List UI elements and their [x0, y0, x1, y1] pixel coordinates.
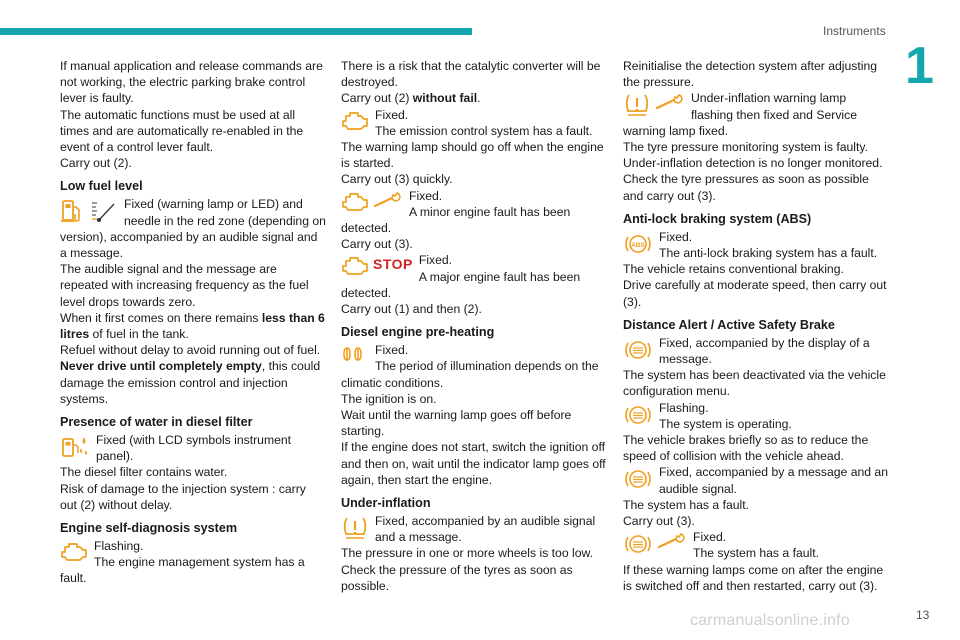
stop-icon: STOP [373, 256, 413, 273]
heading-abs: Anti-lock braking system (ABS) [623, 211, 812, 226]
entry-text: Fixed. [659, 229, 693, 244]
engine-icon-wrap [60, 540, 88, 570]
column-2 [341, 58, 607, 594]
text-run: When it first comes on there remains [60, 310, 262, 325]
engine-icon [60, 540, 88, 562]
entry-text: Fixed (with LCD symbols instrument panel). [96, 433, 292, 464]
text-run: , this could damage the emission control and injection systems. [60, 359, 321, 406]
paragraph: The tyre pressure monitoring system is faulty. [623, 140, 868, 155]
engine-icon [341, 190, 369, 212]
page-number: 13 [916, 608, 930, 622]
heading-preheating: Diesel engine pre-heating [341, 325, 495, 340]
paragraph: If these warning lamps come on after the engine is switched off and then restarted, carry out (3). [623, 562, 884, 593]
wrench-icon [373, 190, 403, 212]
entry-text: Fixed. [409, 188, 443, 203]
paragraph: Carry out (3) quickly. [341, 172, 453, 187]
paragraph: Check the pressure of the tyres as soon as possible. [341, 562, 573, 593]
entry-text: The system is operating. [659, 416, 792, 431]
section-title: Instruments [823, 24, 886, 38]
safety-brake-icon-wrap [623, 466, 653, 496]
bold-run: without fail [412, 91, 478, 106]
paragraph: The ignition is on. [341, 391, 437, 406]
entry-major-fault [341, 252, 607, 301]
paragraph: Carry out (2). [60, 156, 132, 171]
paragraph: The system has been deactivated via the vehicle configuration menu. [623, 368, 886, 399]
entry-text: Fixed (warning lamp or LED) and needle in the red zone (depending on version), accompanied by an audible signal and a message. [60, 197, 326, 261]
text-run: . [477, 91, 481, 106]
column-3 [623, 58, 889, 594]
fuel-warning-icons [60, 198, 118, 228]
engine-icon-wrap [341, 109, 369, 139]
chapter-number: 1 [905, 37, 934, 95]
fuel-pump-icon [60, 198, 84, 224]
safety-brake-icon [623, 337, 653, 363]
paragraph: The warning lamp should go off when the engine is started. [341, 140, 604, 171]
glow-plug-icon [341, 344, 369, 364]
engine-icon [341, 254, 369, 276]
water-in-diesel-icon-wrap [60, 434, 90, 464]
entry-text: Fixed, accompanied by a message and an audible signal. [659, 465, 888, 496]
paragraph: If the engine does not start, switch the ignition off and then on, wait until the indicator lamp goes off again, then start the engine. [341, 440, 606, 487]
safety-brake-icon [623, 402, 653, 428]
paragraph: The vehicle brakes briefly so as to reduce the speed of collision with the vehicle ahead. [623, 433, 869, 464]
entry-self-diagnosis [60, 538, 326, 587]
tyre-pressure-icon [623, 92, 651, 118]
entry-preheating [341, 342, 607, 391]
paragraph: The system has a fault. [623, 497, 749, 512]
entry-text: The emission control system has a fault. [375, 123, 593, 138]
safety-brake-icon [623, 466, 653, 492]
abs-icon-wrap [623, 231, 653, 261]
entry-text: Fixed. [418, 253, 453, 268]
bold-run: less than 6 litres [60, 310, 325, 342]
major-fault-icons [341, 254, 413, 284]
paragraph: There is a risk that the catalytic converter will be destroyed. [341, 59, 601, 90]
paragraph [60, 358, 326, 407]
paragraph: Refuel without delay to avoid running out of fuel. [60, 343, 321, 358]
wrench-icon [655, 92, 685, 114]
entry-text: Under-inflation warning lamp flashing then fixed and Service warning lamp fixed. [623, 91, 857, 138]
entry-text: The anti-lock braking system has a fault. [659, 246, 878, 261]
paragraph: The vehicle retains conventional braking. [623, 262, 844, 277]
entry-underinflation [341, 513, 607, 545]
entry-text: The engine management system has a fault. [60, 555, 305, 586]
heading-self-diagnosis: Engine self-diagnosis system [60, 521, 238, 536]
paragraph: Wait until the warning lamp goes off before starting. [341, 408, 572, 439]
entry-tpms-fault [623, 90, 889, 139]
paragraph: The pressure in one or more wheels is too low. [341, 546, 593, 561]
safety-brake-icon-wrap [623, 402, 653, 432]
water-in-diesel-icon [60, 434, 90, 460]
paragraph: Carry out (1) and then (2). [341, 302, 482, 317]
entry-water-diesel [60, 432, 326, 464]
entry-minor-fault [341, 188, 607, 237]
entry-text: Fixed. [693, 530, 727, 545]
paragraph: Risk of damage to the injection system : carry out (2) without delay. [60, 481, 306, 512]
paragraph: Drive carefully at moderate speed, then carry out (3). [623, 278, 887, 309]
wrench-icon [657, 531, 687, 553]
header-accent-bar [0, 28, 472, 35]
paragraph [341, 90, 607, 106]
abs-icon [623, 231, 653, 257]
entry-text: A minor engine fault has been detected. [341, 204, 571, 236]
tyre-pressure-icon-wrap [341, 515, 369, 545]
entry-text: Fixed, accompanied by an audible signal and a message. [375, 514, 596, 545]
heading-water-diesel: Presence of water in diesel filter [60, 415, 253, 430]
text-run: of fuel in the tank. [89, 327, 189, 342]
entry-emission [341, 107, 607, 139]
tpms-fault-icons [623, 92, 685, 122]
paragraph: Carry out (3). [341, 237, 413, 252]
text-run: Carry out (2) [341, 91, 413, 106]
paragraph: Carry out (3). [623, 514, 695, 529]
paragraph: Check the tyre pressures as soon as possible and carry out (3). [623, 172, 869, 203]
safety-brake-icon [623, 531, 653, 557]
entry-low-fuel [60, 196, 326, 261]
entry-text: Flashing. [94, 539, 144, 554]
minor-fault-icons [341, 190, 403, 220]
fuel-gauge-icon [88, 198, 118, 224]
paragraph: Reinitialise the detection system after adjusting the pressure. [623, 59, 878, 90]
entry-text: Fixed. [375, 343, 409, 358]
column-1 [60, 58, 326, 587]
entry-distance-alert-fault [623, 529, 889, 561]
paragraph: The diesel filter contains water. [60, 465, 228, 480]
bold-run: Never drive until completely empty [60, 359, 262, 374]
entry-text: Fixed, accompanied by the display of a message. [659, 335, 870, 367]
heading-underinflation: Under-inflation [341, 496, 431, 511]
paragraph [60, 310, 326, 342]
entry-text: Fixed. [375, 107, 409, 122]
paragraph: If manual application and release commands are not working, the electric parking brake control lever is faulty. [60, 59, 323, 106]
paragraph: The audible signal and the message are repeated with increasing frequency as the fuel level drops towards zero. [60, 262, 309, 309]
entry-distance-alert-flashing [623, 400, 889, 432]
heading-distance-alert: Distance Alert / Active Safety Brake [623, 317, 835, 332]
abs-icon-label: ABS [631, 241, 645, 249]
tyre-pressure-icon [341, 515, 369, 541]
glow-plug-icon-wrap [341, 344, 369, 374]
watermark: carmanualsonline.info [690, 612, 850, 629]
entry-text: The period of illumination depends on the climatic conditions. [341, 359, 599, 390]
entry-text: Flashing. [659, 400, 709, 415]
engine-icon [341, 109, 369, 131]
safety-brake-fault-icons [623, 531, 687, 561]
paragraph: Under-inflation detection is no longer monitored. [623, 156, 883, 171]
safety-brake-icon-wrap [623, 337, 653, 367]
entry-text: A major engine fault has been detected. [341, 269, 581, 300]
paragraph: The automatic functions must be used at all times and are automatically re-enabled in the event of a control lever fault. [60, 107, 304, 155]
heading-low-fuel: Low fuel level [60, 179, 143, 194]
entry-distance-alert-fixed-message [623, 464, 889, 496]
entry-abs [623, 229, 889, 261]
entry-distance-alert-off [623, 335, 889, 367]
entry-text: The system has a fault. [693, 546, 819, 561]
